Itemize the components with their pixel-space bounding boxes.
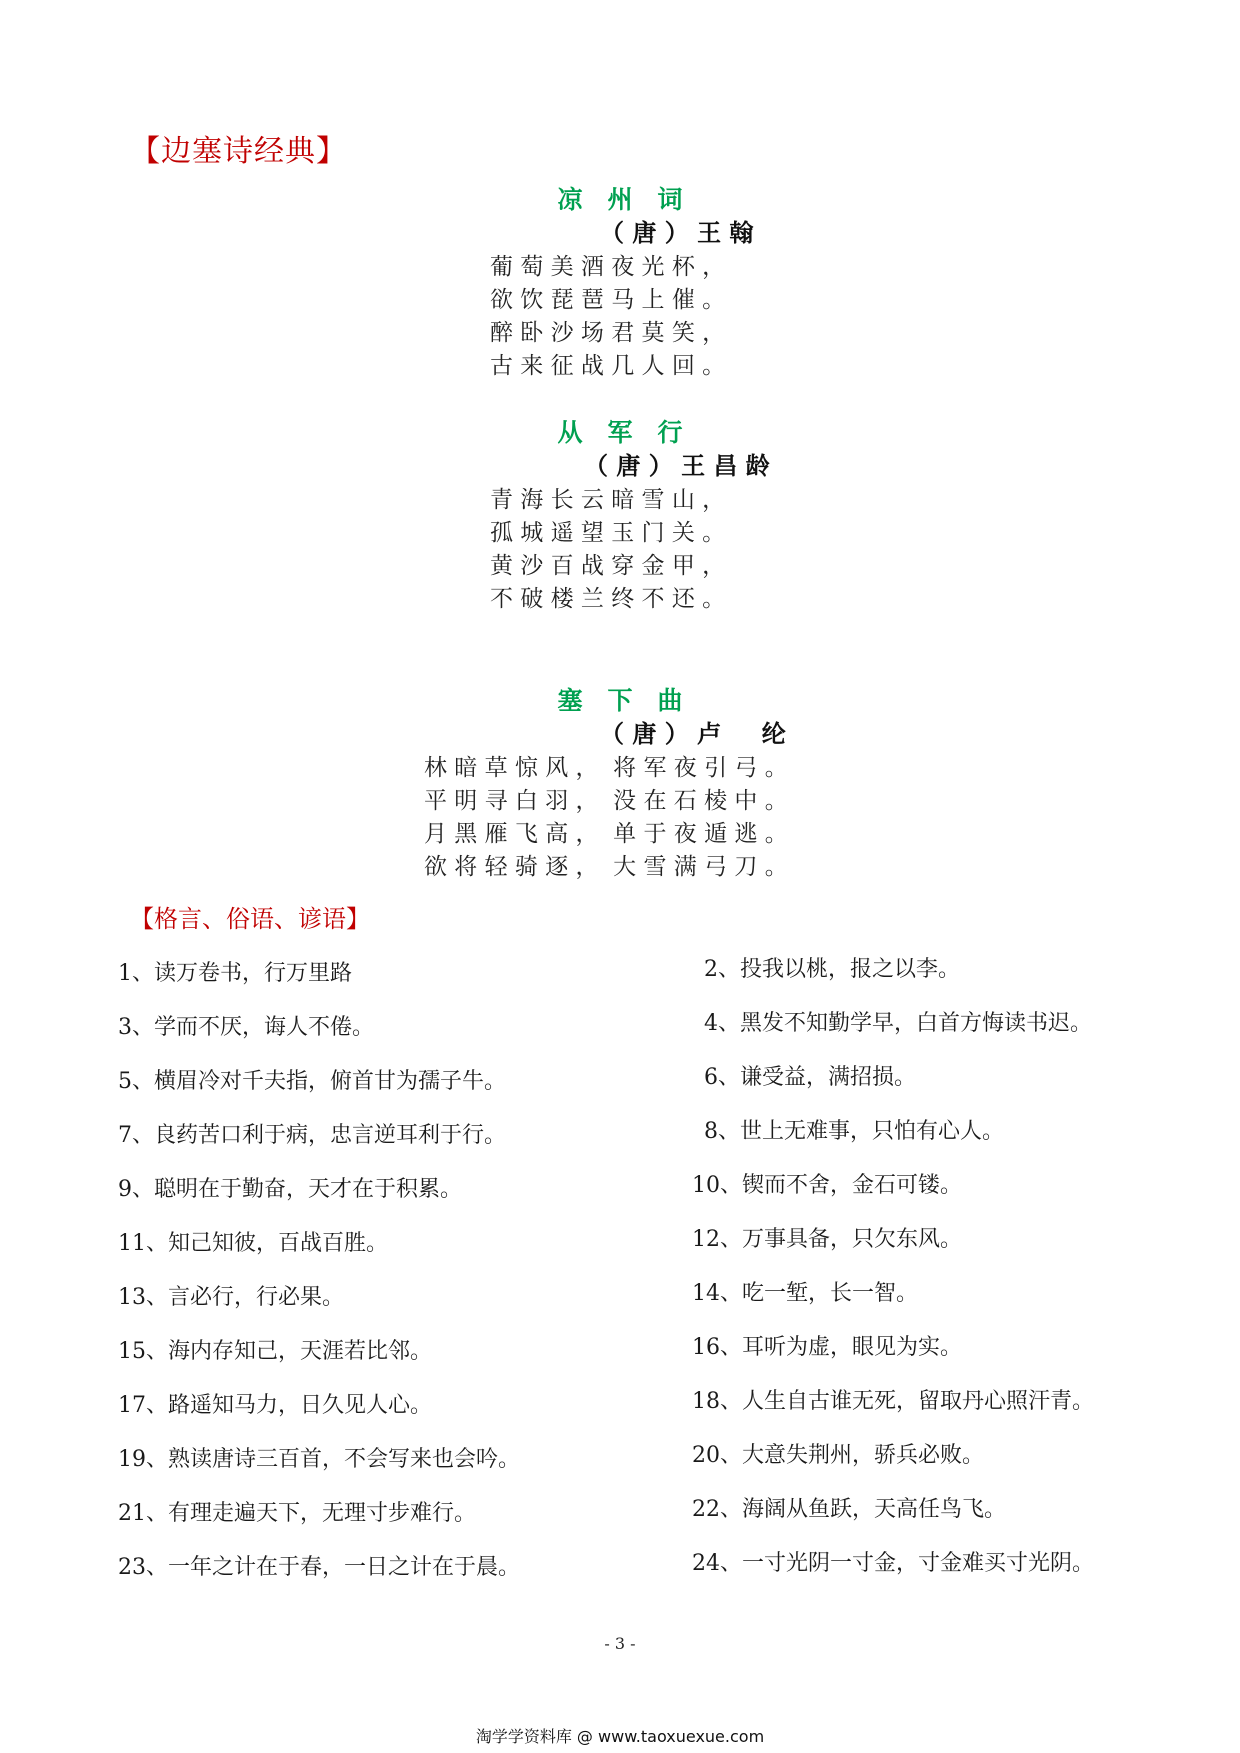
proverb-item: 11、知己知彼，百战百胜。	[118, 1231, 388, 1256]
proverb-item: 20、大意失荆州，骄兵必败。	[692, 1443, 984, 1468]
poem-line: 孤 城 遥 望 玉 门 关 。	[490, 520, 726, 546]
poem-line: 月 黑 雁 飞 高 ， 单 于 夜 遁 逃 。	[424, 821, 788, 847]
proverb-item: 17、路遥知马力，日久见人心。	[118, 1393, 432, 1418]
proverb-item: 24、一寸光阴一寸金，寸金难买寸光阴。	[692, 1551, 1094, 1576]
proverb-item: 22、海阔从鱼跃，天高任鸟飞。	[692, 1497, 1006, 1522]
poem-line: 欲 饮 琵 琶 马 上 催 。	[490, 287, 726, 313]
proverb-item: 1、读万卷书，行万里路	[118, 961, 352, 986]
proverb-item: 14、吃一堑，长一智。	[692, 1281, 918, 1306]
proverb-item: 9、聪明在于勤奋，天才在于积累。	[118, 1177, 462, 1202]
proverb-item: 2、投我以桃，报之以李。	[704, 957, 960, 982]
poem-author: （ 唐 ） 王 翰	[600, 219, 754, 247]
proverb-item: 13、言必行，行必果。	[118, 1285, 344, 1310]
poem-author: （ 唐 ） 卢 纶	[600, 720, 786, 748]
poem-line: 葡 萄 美 酒 夜 光 杯 ，	[490, 254, 726, 280]
poem-title: 塞 下 曲	[557, 686, 683, 715]
poem-line: 平 明 寻 白 羽 ， 没 在 石 棱 中 。	[424, 788, 788, 814]
proverb-item: 18、人生自古谁无死，留取丹心照汗青。	[692, 1389, 1094, 1414]
poem-author: （ 唐 ） 王 昌 龄	[584, 452, 770, 480]
proverb-item: 10、锲而不舍，金石可镂。	[692, 1173, 962, 1198]
proverb-item: 5、横眉冷对千夫指，俯首甘为孺子牛。	[118, 1069, 506, 1094]
proverb-item: 15、海内存知己，天涯若比邻。	[118, 1339, 432, 1364]
proverb-item: 6、谦受益，满招损。	[704, 1065, 916, 1090]
proverbs-heading: 【格言、俗语、谚语】	[130, 905, 370, 933]
proverb-item: 21、有理走遍天下，无理寸步难行。	[118, 1501, 476, 1526]
poem-title: 凉 州 词	[557, 185, 683, 214]
poem-line: 林 暗 草 惊 风 ， 将 军 夜 引 弓 。	[424, 755, 788, 781]
poem-line: 黄 沙 百 战 穿 金 甲 ，	[490, 553, 726, 579]
proverb-item: 12、万事具备，只欠东风。	[692, 1227, 962, 1252]
watermark-footer: 淘学学资料库 @ www.taoxuexue.com	[475, 1727, 765, 1746]
poem-title: 从 军 行	[557, 418, 683, 447]
poem-line: 青 海 长 云 暗 雪 山 ，	[490, 487, 726, 513]
proverb-item: 23、一年之计在于春，一日之计在于晨。	[118, 1555, 520, 1580]
proverb-item: 4、黑发不知勤学早，白首方悔读书迟。	[704, 1011, 1092, 1036]
poem-line: 欲 将 轻 骑 逐 ， 大 雪 满 弓 刀 。	[424, 854, 788, 880]
page-number: - 3 -	[604, 1634, 636, 1653]
poem-line: 古 来 征 战 几 人 回 。	[490, 353, 726, 379]
section-heading: 【边塞诗经典】	[130, 134, 347, 169]
proverb-item: 19、熟读唐诗三百首，不会写来也会吟。	[118, 1447, 520, 1472]
proverb-item: 16、耳听为虚，眼见为实。	[692, 1335, 962, 1360]
poem-line: 不 破 楼 兰 终 不 还 。	[490, 586, 726, 612]
poem-line: 醉 卧 沙 场 君 莫 笑 ，	[490, 320, 726, 346]
proverb-item: 7、良药苦口利于病，忠言逆耳利于行。	[118, 1123, 506, 1148]
proverb-item: 8、世上无难事，只怕有心人。	[704, 1119, 1004, 1144]
proverb-item: 3、学而不厌，诲人不倦。	[118, 1015, 374, 1040]
